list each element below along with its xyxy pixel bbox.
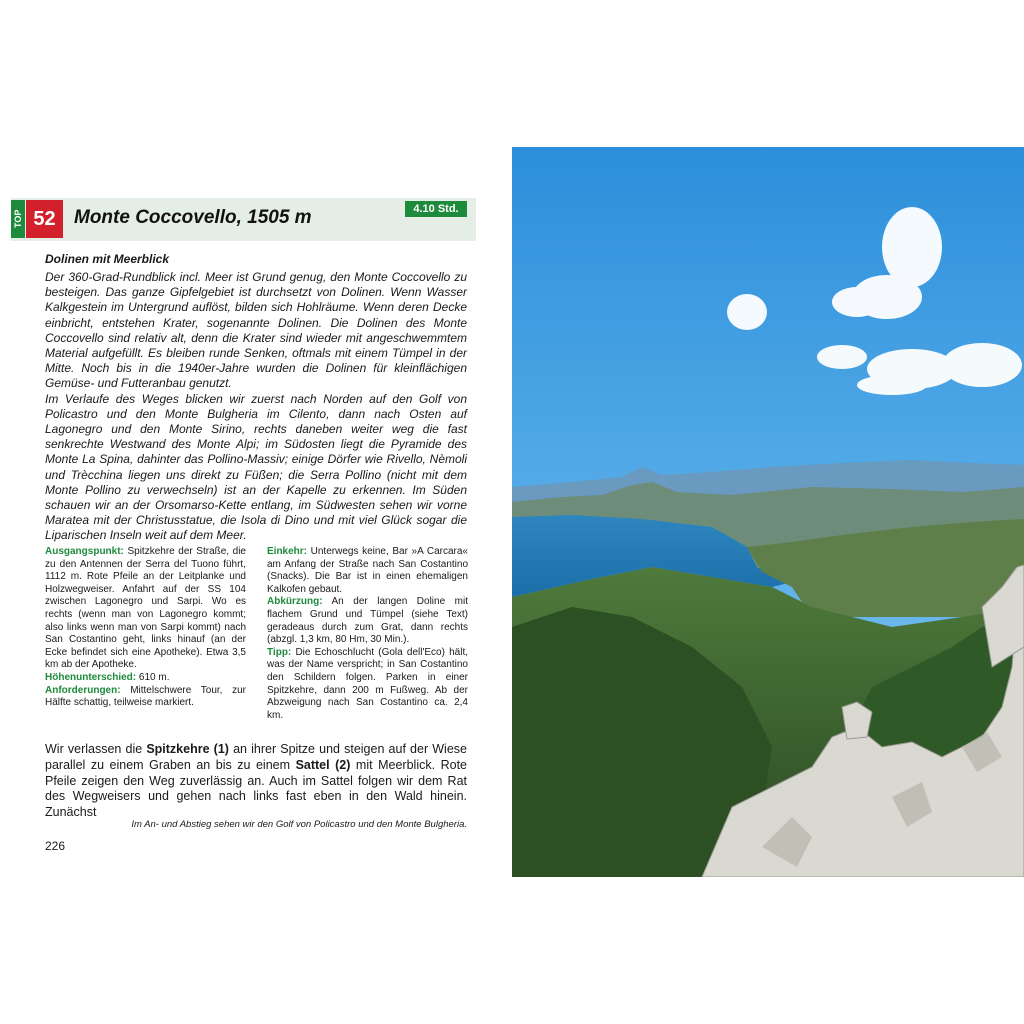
- top-tab-label: TOP: [11, 200, 25, 238]
- info-column-right: [267, 546, 468, 722]
- info-label: Abkürzung:: [267, 596, 323, 608]
- info-text: Spitzkehre der Straße, die zu den Antennen der Serra del Tuono führt, 1112 m. Rote Pfeile an der Leitplanke und Holzwegweiser. Anfahrt auf der SS 104 zwischen Lagonegro und Sarpi. Wo es rechts (wenn man von Lagonegro kommt; also links wenn man von Sarpi kommt) nach San Costantino geht, links hinauf (an der Ecke befindet sich eine Apotheke). Etwa 3,5 km ab der Apotheke.: [45, 546, 246, 671]
- page-number: 226: [45, 839, 66, 853]
- info-label: Höhenunterschied:: [45, 671, 137, 683]
- intro-text: [45, 270, 467, 544]
- intro-paragraph: Im Verlaufe des Weges blicken wir zuerst nach Norden auf den Golf von Policastro und den Monte Bulgheria im Cilento, dann nach Osten auf Lagonegro und den Monte Sirino, rechts daneben weiter weg die fast senkrechte Westwand des Monte Alpi; im Südosten liegt die Pyramide des Monte La Spina, dahinter das Pollino-Massiv; einige Dörfer wie Rivello, Nèmoli und Trècchina liegen uns direkt zu Füßen; die Serra Pollino (nicht mit dem Monte Pollino zu verwechseln) ist an der Kapelle zu erkennen. Im Süden schauen wir an der Orsomarso-Kette entlang, im Südwesten sehen wir vorne Maratea mit der Christusstatue, die Isola di Dino und mit viel Glück sogar die Liparischen Inseln weit auf dem Meer.: [45, 391, 467, 543]
- info-label: Anforderungen:: [45, 684, 121, 696]
- landscape-photo: [512, 147, 1024, 877]
- info-text: An der langen Doline mit flachem Grund und Tümpel (siehe Text) geradeaus durch zum Grat, dann rechts (abzgl. 1,3 km, 80 Hm, 30 Min.).: [267, 596, 468, 646]
- waypoint-2: Sattel (2): [295, 757, 351, 772]
- info-text: Mittelschwere Tour, zur Hälfte schattig, teilweise markiert.: [45, 684, 246, 709]
- tour-title: Monte Coccovello, 1505 m: [74, 207, 312, 228]
- info-entry-elevation: [45, 672, 246, 685]
- info-column-left: [45, 546, 246, 710]
- info-entry-tip: [267, 647, 468, 723]
- info-entry-requirements: [45, 685, 246, 710]
- info-text: Unterwegs keine, Bar »A Carcara« am Anfang der Straße nach San Costantino (Snacks). Die Bar ist in einen ehemaligen Kalkofen gebaut.: [267, 546, 468, 595]
- waypoint-1: Spitzkehre (1): [146, 742, 229, 756]
- intro-paragraph: Der 360-Grad-Rundblick incl. Meer ist Grund genug, den Monte Coccovello zu besteigen. Das ganze Gipfelgebiet ist durchsetzt von Dolinen. Wenn Wasser Kalkgestein im Untergrund auflöst, bilden sich Hohlräume. Wenn deren Decke einbricht, entstehen Krater, sogenannte Dolinen. Die Dolinen des Monte Coccovello sind relativ alt, denn die Krater sind wieder mit angeschwemmtem Material aufgefüllt. Es bleiben runde Senken, oftmals mit einem Tümpel in der Mitte. Noch bis in die 1940er-Jahre wurden die Dolinen für kleinflächigen Gemüse- und Futteranbau genutzt.: [45, 270, 467, 391]
- photo-caption: Im An- und Abstieg sehen wir den Golf von Policastro und den Monte Bulgheria.: [131, 819, 467, 830]
- duration-badge: 4.10 Std.: [405, 201, 467, 217]
- tour-number-badge: 52: [26, 200, 63, 238]
- tour-subtitle: Dolinen mit Meerblick: [45, 252, 170, 266]
- body-text-span: Wir verlassen die: [45, 742, 147, 756]
- body-text-span: an ihrer Spitze und steigen auf der Wiese parallel zu einem Graben an bis zu einem: [45, 742, 467, 772]
- route-paragraph: [45, 742, 467, 821]
- info-text: Die Echoschlucht (Gola dell'Eco) hält, was der Name verspricht; in San Costantino den Schildern folgen. Parken in einer Spitzkehre, dann 200 m Fußweg. Ab der Abzweigung nach San Costantino ca. 2,4 km.: [267, 646, 468, 721]
- info-label: Tipp:: [267, 646, 292, 658]
- info-entry-start-point: [45, 546, 246, 672]
- body-text-span: mit Meerblick. Rote Pfeile zeigen den Weg zuverlässig an. Auch im Sattel folgen wir dem Rat des Wegweisers und gehen nach links fast eben in den Wald hinein. Zunächst: [45, 757, 467, 820]
- info-label: Ausgangspunkt:: [45, 546, 124, 557]
- info-text: 610 m.: [136, 671, 170, 683]
- info-entry-shortcut: [267, 596, 468, 646]
- info-entry-refreshment: [267, 546, 468, 596]
- info-label: Einkehr:: [267, 546, 308, 557]
- route-description: [45, 742, 467, 821]
